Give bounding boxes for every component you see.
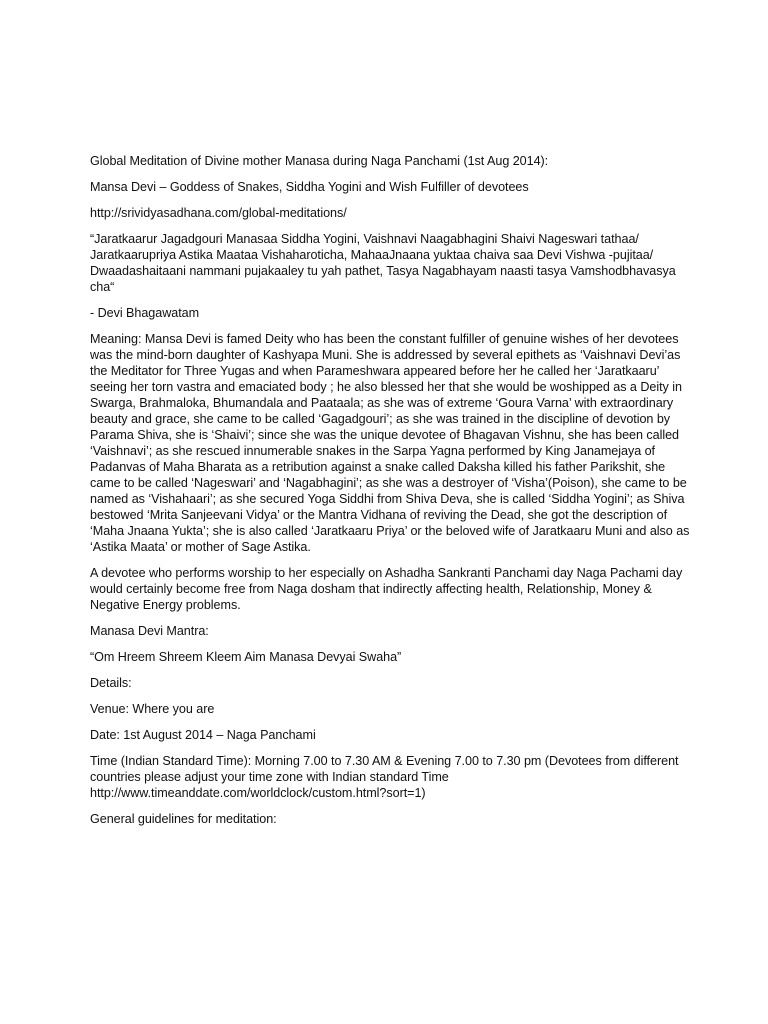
document-page — [90, 153, 690, 837]
date-line: Date: 1st August 2014 – Naga Panchami — [90, 728, 316, 742]
time-paragraph: Time (Indian Standard Time): Morning 7.00 to 7.30 AM & Evening 7.00 to 7.30 pm (Devotees from different countries please adjust your time zone with Indian standard Time http://www.timeanddate.com/worldclock/custom.html?sort=1) — [90, 754, 679, 800]
guidelines-heading: General guidelines for meditation: — [90, 812, 277, 826]
meaning-paragraph: Meaning: Mansa Devi is famed Deity who has been the constant fulfiller of genuine wishes of her devotees was the mind-born daughter of Kashyapa Muni. She is addressed by several epithets as ‘Vaishnavi Devi’as the Meditator for Three Yugas and when Parameshwara appeared before her he called her ‘Jaratkaaru’ seeing her torn vastra and emaciated body ; he also blessed her that she would be woshipped as a Deity in Swarga, Brahmaloka, Bhumandala and Paataala; as she was of extreme ‘Goura Varna’ with extraordinary beauty and grace, she came to be called ‘Gagadgouri’; as she was trained in the discipline of devotion by Parama Shiva, she is ‘Shaivi’; since she was the unique devotee of Bhagavan Vishnu, she has been called ‘Vaishnavi’; as she rescued innumerable snakes in the Sarpa Yagna performed by King Janamejaya of Padanvas of Maha Bharata as a retribution against a snake called Daksha killed his father Parikshit, she came to be called ‘Nageswari’ and ‘Nagabhagini’; as she was a destroyer of ‘Visha’(Poison), she came to be named as ‘Vishahaari’; as she secured Yoga Siddhi from Shiva Deva, she is called ‘Siddha Yogini’; as Shiva bestowed ‘Mrita Sanjeevani Vidya’ or the Mantra Vidhana of reviving the Dead, she got the description of ‘Maha Jnaana Yukta’; she is also called ‘Jaratkaaru Priya’ or the beloved wife of Jaratkaaru Muni and also as ‘Astika Maata’ or mother of Sage Astika. — [90, 332, 690, 554]
mantra-heading: Manasa Devi Mantra: — [90, 624, 209, 638]
document-subtitle: Mansa Devi – Goddess of Snakes, Siddha Yogini and Wish Fulfiller of devotees — [90, 180, 529, 194]
source-url: http://srividyasadhana.com/global-meditations/ — [90, 206, 347, 220]
mantra-text: “Om Hreem Shreem Kleem Aim Manasa Devyai Swaha” — [90, 650, 402, 664]
verse-source: - Devi Bhagawatam — [90, 306, 200, 320]
sanskrit-verse: “Jaratkaarur Jagadgouri Manasaa Siddha Yogini, Vaishnavi Naagabhagini Shaivi Nageswari tathaa/ Jaratkaarupriya Astika Maataa Vishaharoticha, MahaaJnaana yuktaa chaiva saa Devi Vishwa -pujitaa/ Dwaadashaitaani nammani pujakaaley tu yah pathet, Tasya Nagabhayam naasti tasya Vamshodbhavasya cha“ — [90, 232, 676, 294]
devotee-paragraph: A devotee who performs worship to her especially on Ashadha Sankranti Panchami day Naga Pachami day would certainly become free from Naga dosham that indirectly affecting health, Relationship, Money & Negative Energy problems. — [90, 566, 683, 612]
details-heading: Details: — [90, 676, 132, 690]
venue-line: Venue: Where you are — [90, 702, 215, 716]
document-title: Global Meditation of Divine mother Manasa during Naga Panchami (1st Aug 2014): — [90, 154, 549, 168]
